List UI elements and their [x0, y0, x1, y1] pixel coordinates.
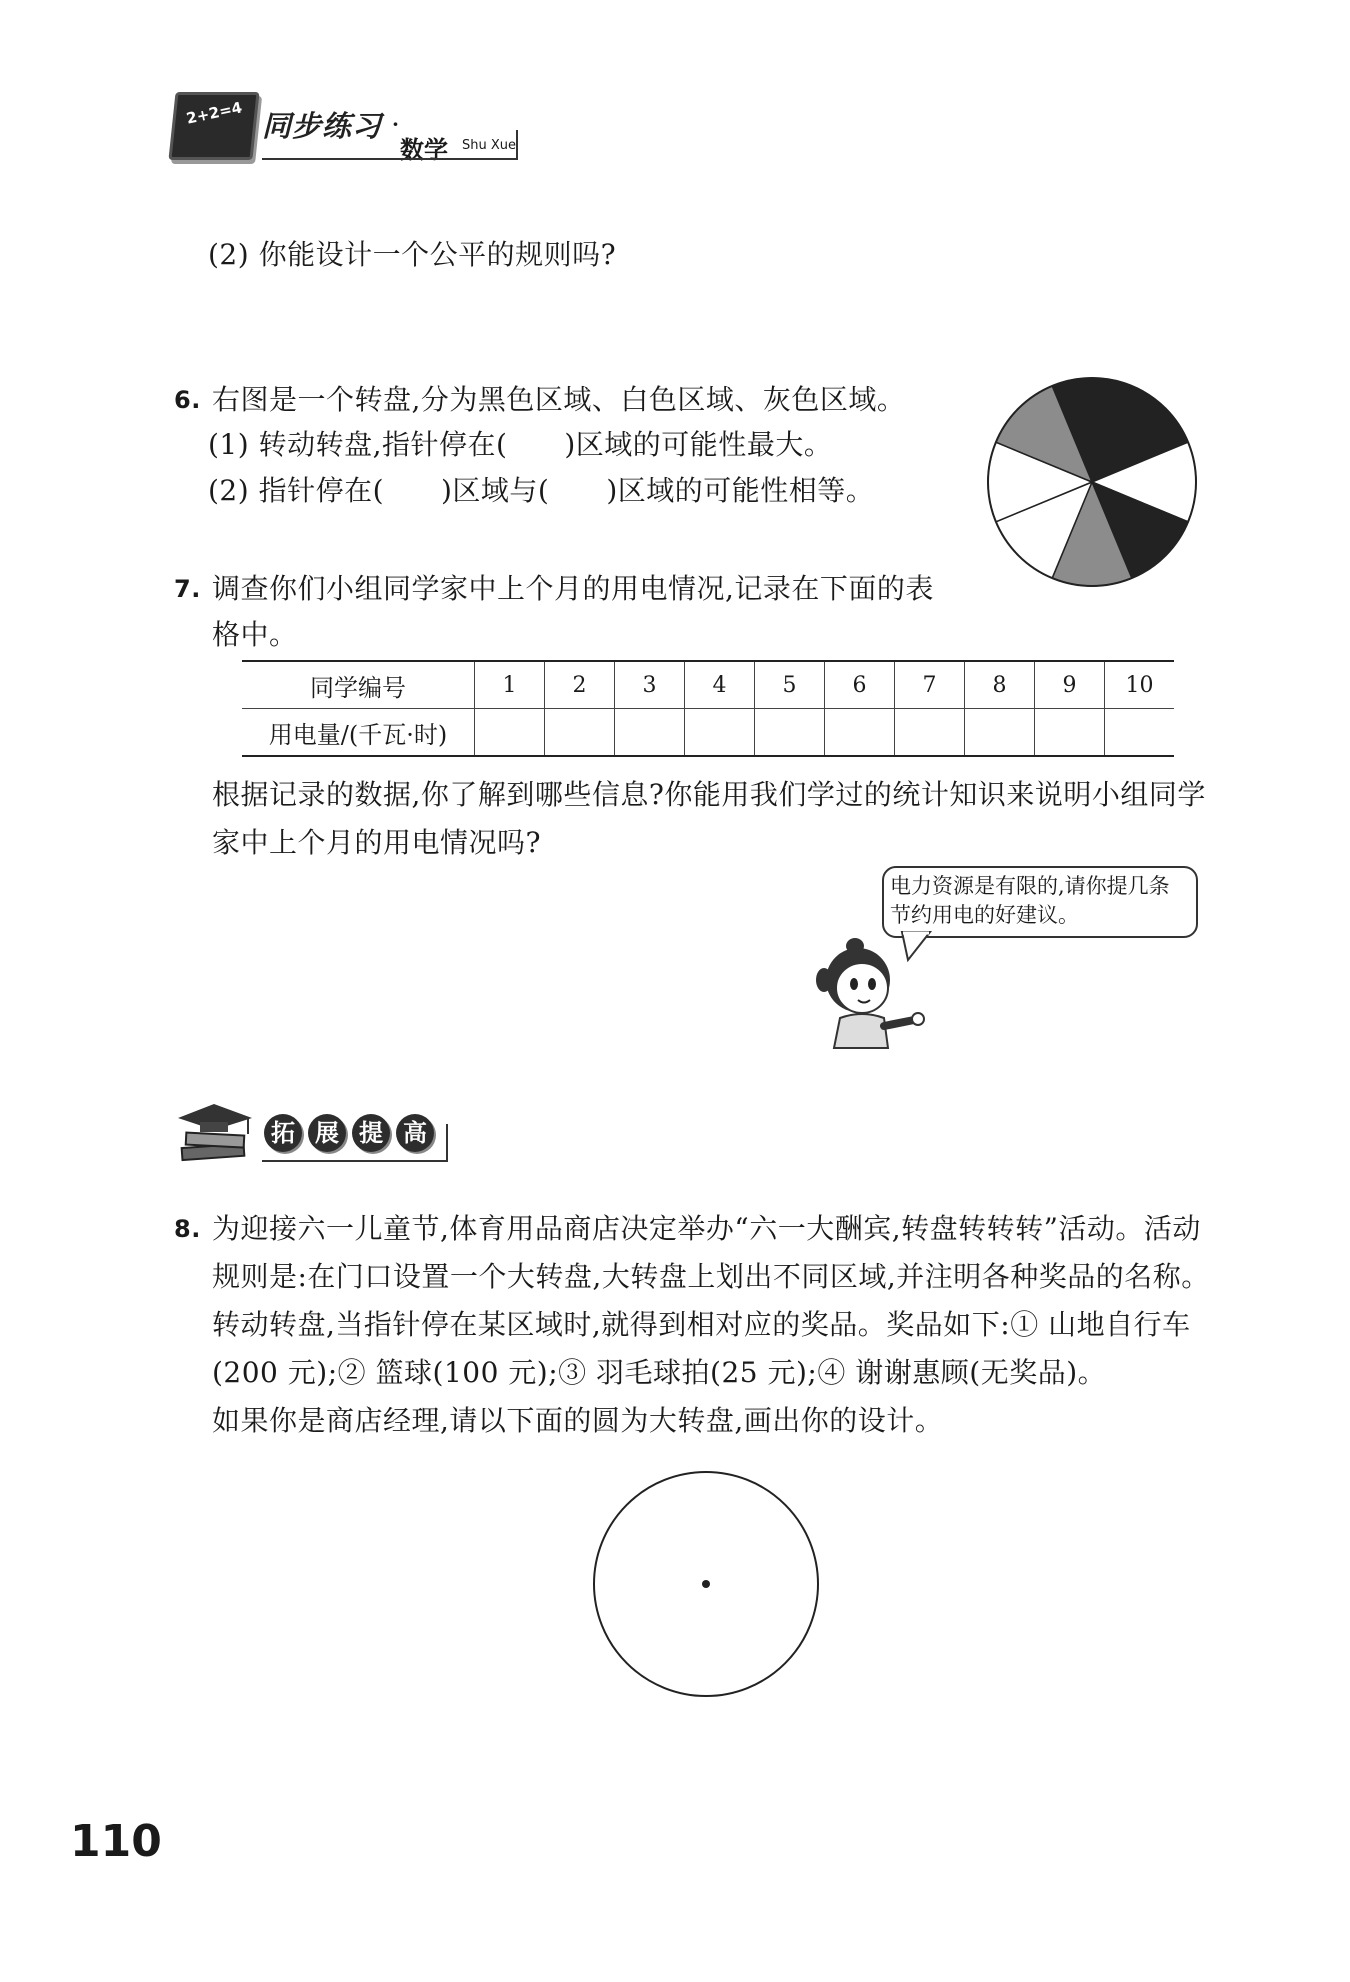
table-cell: 4 [685, 661, 755, 709]
chalkboard-text: 2+2=4 [184, 98, 244, 128]
page-number: 110 [70, 1816, 162, 1867]
table-cell: 8 [965, 661, 1035, 709]
q6-part1: (1) 转动转盘,指针停在( )区域的可能性最大。 [208, 428, 833, 461]
q8-line3: 转动转盘,当指针停在某区域时,就得到相对应的奖品。奖品如下:① 山地自行车 [212, 1308, 1191, 1341]
table-cell-blank[interactable] [545, 709, 615, 757]
q7-stem-line2: 格中。 [212, 618, 298, 651]
q6-number: 6. [174, 386, 201, 414]
title-dot: · [392, 112, 399, 136]
table-cell-blank[interactable] [1105, 709, 1175, 757]
table-row [242, 709, 1174, 757]
header-rule-end [516, 130, 518, 158]
banner-char: 展 [308, 1114, 346, 1152]
table-cell-blank[interactable] [1035, 709, 1105, 757]
table-cell: 2 [545, 661, 615, 709]
center-dot [702, 1580, 710, 1588]
q6-part2: (2) 指针停在( )区域与( )区域的可能性相等。 [208, 474, 875, 507]
table-header-usage: 用电量/(千瓦·时) [268, 720, 448, 749]
table-cell-blank[interactable] [895, 709, 965, 757]
speech-bubble-text: 电力资源是有限的,请你提几条 节约用电的好建议。 [890, 874, 1170, 927]
chalkboard-logo [168, 92, 259, 160]
table-cell-blank[interactable] [615, 709, 685, 757]
q8-line2: 规则是:在门口设置一个大转盘,大转盘上划出不同区域,并注明各种奖品的名称。 [212, 1260, 1210, 1293]
table-header-id: 同学编号 [242, 661, 475, 709]
banner-char: 高 [396, 1114, 434, 1152]
q8-line4: (200 元);② 篮球(100 元);③ 羽毛球拍(25 元);④ 谢谢惠顾(无奖品)。 [212, 1356, 1107, 1389]
table-cell-blank[interactable] [965, 709, 1035, 757]
banner-char: 拓 [264, 1114, 302, 1152]
table-cell-blank[interactable] [755, 709, 825, 757]
q7-followup-line1: 根据记录的数据,你了解到哪些信息?你能用我们学过的统计知识来说明小组同学 [212, 778, 1206, 811]
table-cell: 10 [1105, 661, 1175, 709]
table-cell: 9 [1035, 661, 1105, 709]
table-cell-blank[interactable] [825, 709, 895, 757]
q8-line1: 为迎接六一儿童节,体育用品商店决定举办“六一大酬宾,转盘转转转”活动。活动 [212, 1212, 1201, 1245]
usage-table [242, 660, 1174, 757]
q6-stem: 右图是一个转盘,分为黑色区域、白色区域、灰色区域。 [212, 383, 906, 416]
table-cell-blank[interactable] [685, 709, 755, 757]
q8-line5: 如果你是商店经理,请以下面的圆为大转盘,画出你的设计。 [212, 1404, 944, 1437]
header-rule [262, 158, 518, 160]
subject-label: 数学 [400, 136, 448, 164]
spinner-diagram [982, 372, 1208, 598]
table-cell: 1 [475, 661, 545, 709]
banner-rule-end [446, 1124, 448, 1160]
table-cell: 3 [615, 661, 685, 709]
girl-illustration-icon [810, 930, 930, 1050]
table-cell: 5 [755, 661, 825, 709]
table-cell-blank[interactable] [475, 709, 545, 757]
table-cell: 6 [825, 661, 895, 709]
q5-part2: (2) 你能设计一个公平的规则吗? [208, 238, 617, 271]
banner-rule [262, 1160, 448, 1162]
blank-spinner-circle[interactable] [588, 1466, 824, 1702]
q7-stem-line1: 调查你们小组同学家中上个月的用电情况,记录在下面的表 [212, 572, 934, 605]
q7-number: 7. [174, 575, 201, 603]
series-title: 同步练习 [262, 109, 383, 143]
q7-followup-line2: 家中上个月的用电情况吗? [212, 826, 542, 859]
books-graduation-cap-icon [176, 1100, 258, 1172]
banner-char: 提 [352, 1114, 390, 1152]
table-cell: 7 [895, 661, 965, 709]
q8-number: 8. [174, 1215, 201, 1243]
table-row [242, 661, 1174, 709]
subject-pinyin: Shu Xue [462, 138, 517, 153]
